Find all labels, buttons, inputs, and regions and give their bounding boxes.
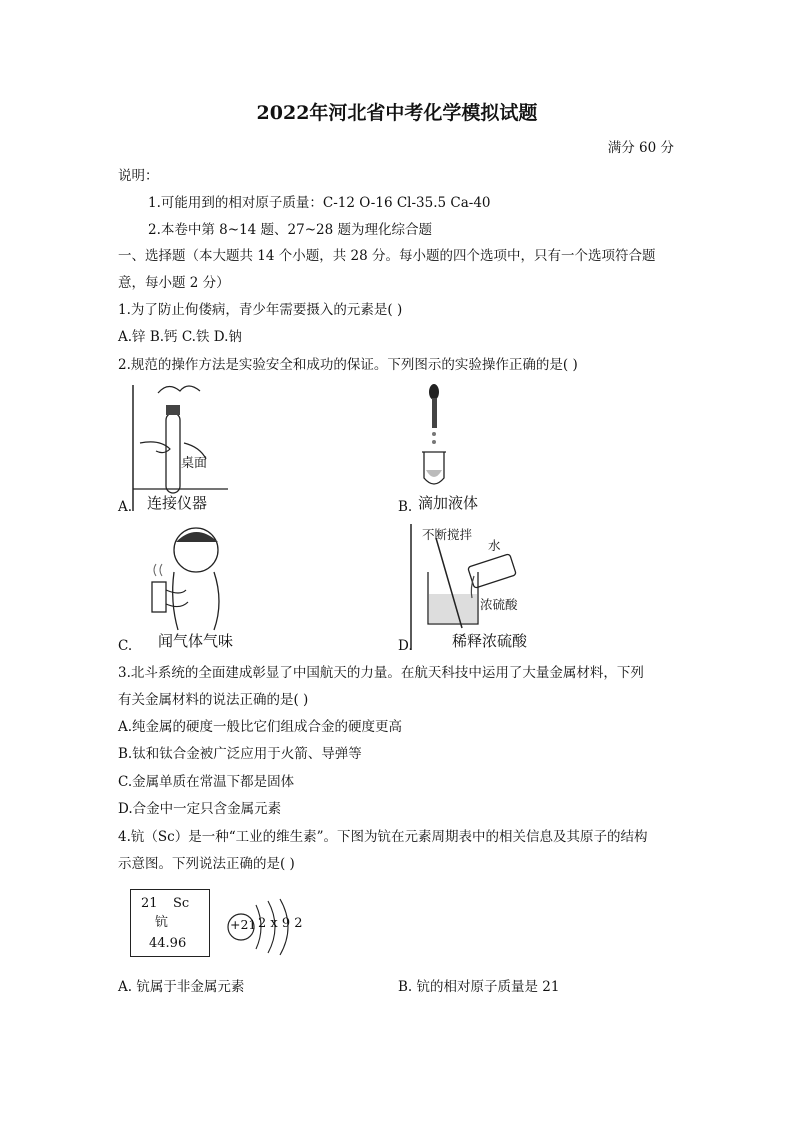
element-cell	[130, 889, 210, 957]
q4-option-a: A. 钪属于非金属元素	[118, 979, 245, 995]
q3-option-c: C.金属单质在常温下都是固体	[118, 774, 295, 790]
q4-stem-line-2: 示意图。下列说法正确的是( )	[118, 856, 295, 872]
q2-option-d-tag-acid: 浓硫酸	[480, 597, 518, 612]
q3-option-b: B.钛和钛合金被广泛应用于火箭、导弹等	[118, 746, 362, 762]
q2-stem: 2.规范的操作方法是实验安全和成功的保证。下列图示的实验操作正确的是( )	[118, 357, 578, 373]
q3-stem-line-1: 3.北斗系统的全面建成彰显了中国航天的力量。在航天科技中运用了大量金属材料，下列	[118, 665, 644, 681]
q2-option-b-illustration	[410, 382, 470, 492]
q2-option-d-label: D.	[398, 638, 413, 654]
atomic-mass: 44.96	[149, 936, 187, 951]
q2-option-c-label: C.	[118, 638, 133, 654]
full-score: 满分 60 分	[607, 140, 674, 156]
element-symbol: Sc	[173, 896, 190, 911]
section-heading-line-1: 一、选择题（本大题共 14 个小题，共 28 分。每小题的四个选项中，只有一个选项符合题	[118, 248, 656, 264]
q2-option-c-illustration	[130, 520, 230, 632]
note-2: 2.本卷中第 8~14 题、27~28 题为理化综合题	[148, 222, 433, 238]
q2-option-d-caption: 稀释浓硫酸	[452, 632, 528, 650]
atom-nucleus: +21	[230, 917, 257, 932]
q4-option-b: B. 钪的相对原子质量是 21	[398, 979, 560, 995]
q2-option-a-label: A.	[118, 499, 133, 515]
q4-stem-line-1: 4.钪（Sc）是一种“工业的维生素”。下图为钪在元素周期表中的相关信息及其原子的结构	[118, 829, 648, 845]
q2-option-c-caption: 闻气体气味	[158, 632, 234, 650]
note-1: 1.可能用到的相对原子质量：C-12 O-16 Cl-35.5 Ca-40	[148, 195, 491, 211]
q1-stem: 1.为了防止佝偻病，青少年需要摄入的元素是( )	[118, 302, 403, 318]
q2-option-a-tag: 桌面	[181, 456, 208, 471]
q3-stem-line-2: 有关金属材料的说法正确的是( )	[118, 692, 309, 708]
q1-options: A.锌 B.钙 C.铁 D.钠	[118, 329, 242, 345]
q2-option-b-label: B.	[398, 499, 413, 515]
q2-option-d-tag-water: 水	[488, 538, 501, 553]
page-title: 2022年河北省中考化学模拟试题	[256, 102, 538, 124]
q2-option-b-caption: 滴加液体	[418, 494, 479, 512]
atomic-number: 21	[141, 896, 158, 911]
section-heading-line-2: 意，每小题 2 分）	[118, 275, 230, 291]
q2-option-d-tag-stir: 不断搅拌	[422, 527, 473, 542]
q3-option-d: D.合金中一定只含金属元素	[118, 801, 282, 817]
q3-option-a: A.纯金属的硬度一般比它们组成合金的硬度更高	[118, 719, 403, 735]
atom-shells: 2 x 9 2	[258, 916, 303, 931]
notes-heading: 说明：	[118, 168, 159, 184]
element-name: 钪	[155, 915, 169, 930]
q2-option-a-caption: 连接仪器	[147, 494, 208, 512]
